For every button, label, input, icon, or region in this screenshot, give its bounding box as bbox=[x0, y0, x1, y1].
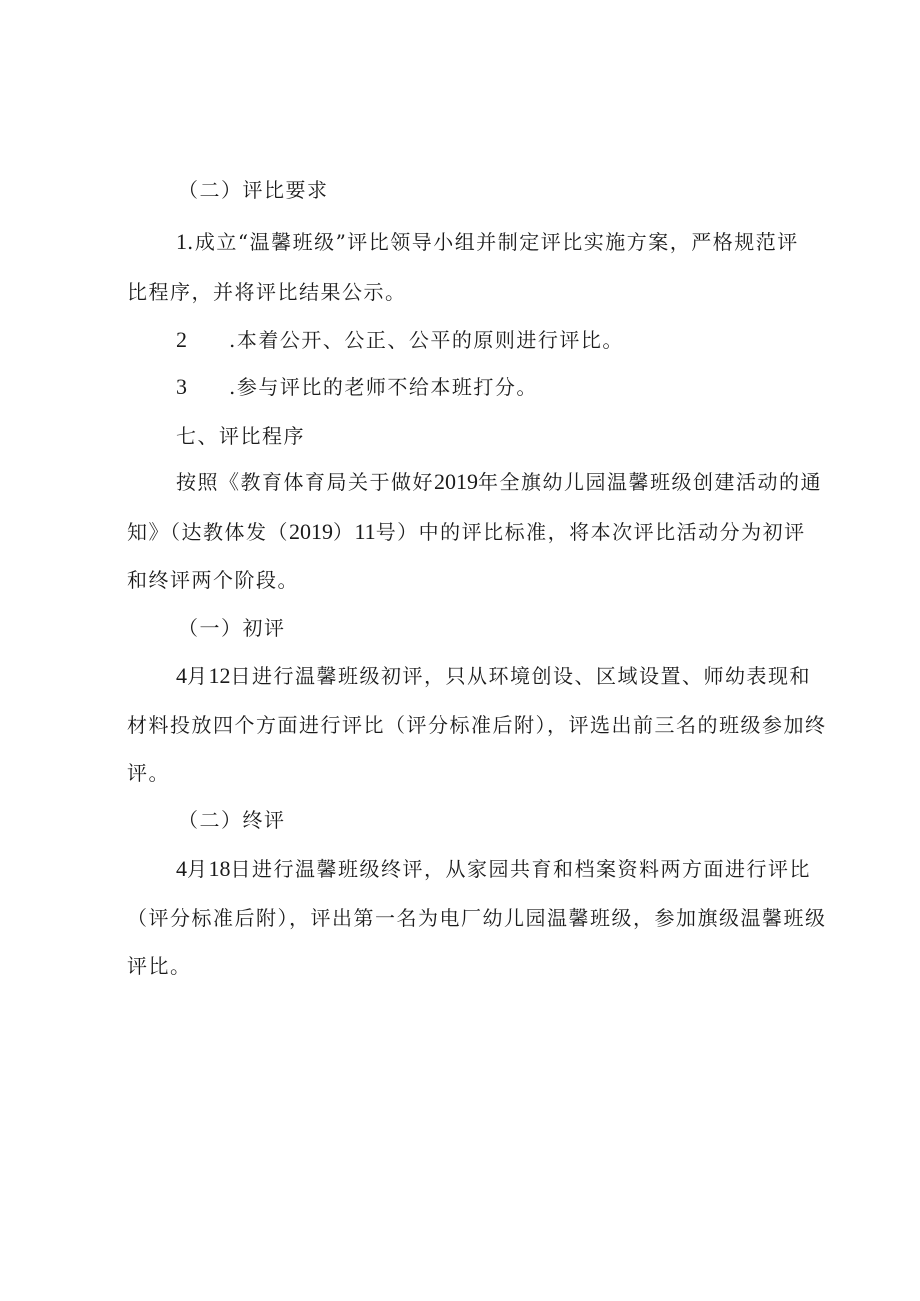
procedure-text: 知》（达教体发（ bbox=[127, 520, 289, 544]
requirement-1-second-line: 比程序，并将评比结果公示。 bbox=[127, 280, 407, 304]
procedure-text: 年全旗幼儿园温馨班级创建活动的通 bbox=[478, 470, 822, 494]
stage-2-line-1 bbox=[176, 855, 811, 883]
stage-1-line-1 bbox=[176, 662, 811, 690]
requirement-2-number: 2 bbox=[176, 327, 187, 352]
stage-text: 月 bbox=[187, 664, 209, 688]
stage-heading-final: （二）终评 bbox=[178, 808, 286, 832]
document-year: 2019 bbox=[289, 519, 333, 544]
procedure-text: 按照《教育体育局关于做好 bbox=[176, 470, 434, 494]
requirement-1-text: .成立“温馨班级”评比领导小组并制定评比实施方案，严格规范评 bbox=[187, 230, 799, 254]
stage-2-line-2: （评分标准后附），评出第一名为电厂幼儿园温馨班级，参加旗级温馨班级 bbox=[127, 906, 827, 930]
procedure-text: 号）中的评比标准，将本次评比活动分为初评 bbox=[375, 520, 806, 544]
section-heading-procedure: 七、评比程序 bbox=[176, 424, 305, 448]
procedure-year: 2019 bbox=[434, 469, 478, 494]
requirement-3-number: 3 bbox=[176, 374, 187, 399]
procedure-text: ） bbox=[333, 520, 355, 544]
requirement-2 bbox=[176, 326, 624, 354]
month-number: 4 bbox=[176, 663, 187, 688]
stage-2-line-3: 评比。 bbox=[127, 954, 192, 978]
requirement-3 bbox=[176, 373, 538, 401]
stage-heading-preliminary: （一）初评 bbox=[178, 616, 286, 640]
requirement-2-text: .本着公开、公正、公平的原则进行评比。 bbox=[229, 328, 624, 352]
stage-1-line-2: 材料投放四个方面进行评比（评分标准后附），评选出前三名的班级参加终 bbox=[127, 713, 827, 737]
stage-text: 日进行温馨班级初评，只从环境创设、区域设置、师幼表现和 bbox=[230, 664, 811, 688]
stage-text: 日进行温馨班级终评，从家园共育和档案资料两方面进行评比 bbox=[230, 857, 811, 881]
month-number: 4 bbox=[176, 856, 187, 881]
day-number: 12 bbox=[208, 663, 231, 688]
requirement-1-number: 1 bbox=[176, 229, 187, 254]
stage-1-line-3: 评。 bbox=[127, 761, 170, 785]
requirement-1-first-line bbox=[176, 228, 799, 256]
procedure-line-1 bbox=[176, 468, 822, 496]
document-number: 11 bbox=[354, 519, 376, 544]
procedure-line-2 bbox=[127, 518, 806, 546]
day-number: 18 bbox=[208, 856, 231, 881]
requirement-3-text: .参与评比的老师不给本班打分。 bbox=[229, 375, 538, 399]
section-heading-requirements: （二）评比要求 bbox=[178, 178, 329, 202]
procedure-line-3: 和终评两个阶段。 bbox=[127, 568, 299, 592]
stage-text: 月 bbox=[187, 857, 209, 881]
